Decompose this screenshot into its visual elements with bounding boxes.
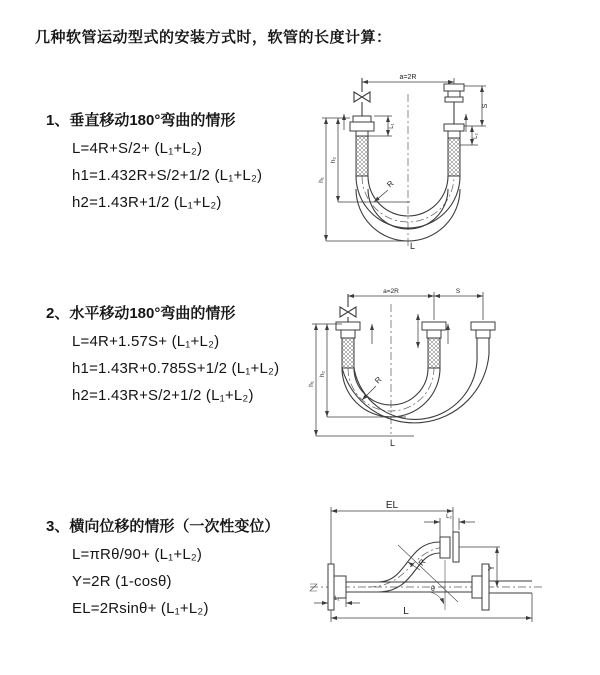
dim-label-l1: L₁ (389, 123, 395, 129)
formula-h1: h1=1.43R+0.785S+1/2 (L₁+L₂) (72, 360, 280, 377)
section3-formulas (46, 541, 279, 622)
section1-heading: 1、垂直移动180°弯曲的情形 (46, 112, 236, 129)
dim-label-r: R (385, 178, 396, 190)
dim-label-a2r: a=2R (399, 74, 417, 81)
dim-label-h2: h₂ (330, 156, 337, 164)
dim-label-l1: L₁ (334, 596, 340, 602)
valve-icon (354, 92, 370, 102)
formula-length: L=πRθ/90+ (L₁+L₂) (72, 546, 203, 563)
section-horizontal-movement (46, 302, 279, 409)
formula-h2: h2=1.43R+1/2 (L₁+L₂) (72, 194, 222, 211)
dimension-labels (334, 500, 496, 617)
hose-body (328, 532, 532, 610)
diagram-lateral-displacement (304, 500, 600, 658)
formula-length: L=4R+S/2+ (L₁+L₂) (72, 140, 203, 157)
dim-label-s: S (482, 103, 489, 109)
dim-label-theta: θ (431, 586, 435, 593)
page-title: 几种软管运动型式的安装方式时，软管的长度计算： (35, 29, 392, 46)
section3-heading: 3、横向位移的情形（一次性变位） (46, 518, 280, 535)
section-vertical-movement (46, 109, 262, 216)
dim-label-y: Y (487, 565, 496, 571)
dim-label-h1: h₁ (318, 177, 325, 183)
dim-label-l: L (410, 241, 416, 251)
hose-body (350, 78, 464, 241)
diagram-vertical-180-bend (314, 68, 594, 258)
formula-y: Y=2R (1-cosθ) (72, 573, 172, 590)
formula-length: L=4R+1.57S+ (L₁+L₂) (72, 333, 220, 350)
dim-label-r: R (373, 375, 384, 386)
dim-label-r: R (416, 557, 428, 568)
section1-formulas (46, 135, 262, 216)
hose-body (336, 294, 495, 423)
dim-label-l: L (390, 438, 396, 448)
dim-label-l2: L₂ (473, 133, 479, 139)
valve-icon (340, 307, 356, 317)
pipe-break-icon (310, 584, 317, 591)
dim-label-l: L (403, 606, 409, 617)
dim-label-h1: h₁ (308, 381, 315, 387)
formula-el: EL=2Rsinθ+ (L₁+L₂) (72, 600, 209, 617)
section2-heading: 2、水平移动180°弯曲的情形 (46, 305, 236, 322)
formula-h2: h2=1.43R+S/2+1/2 (L₁+L₂) (72, 387, 254, 404)
dimension-lines (312, 292, 483, 436)
formula-h1: h1=1.432R+S/2+1/2 (L₁+L₂) (72, 167, 263, 184)
diagram-horizontal-180-bend (306, 284, 600, 456)
dim-label-el: EL (385, 500, 399, 511)
dim-label-s: S (455, 288, 461, 295)
section2-formulas (46, 328, 279, 409)
dim-label-a2r: a=2R (383, 288, 399, 295)
dim-label-l2: L₂ (446, 514, 452, 520)
section-lateral-displacement (46, 515, 279, 622)
centerlines (362, 94, 454, 248)
dim-label-h2: h₂ (319, 370, 326, 378)
